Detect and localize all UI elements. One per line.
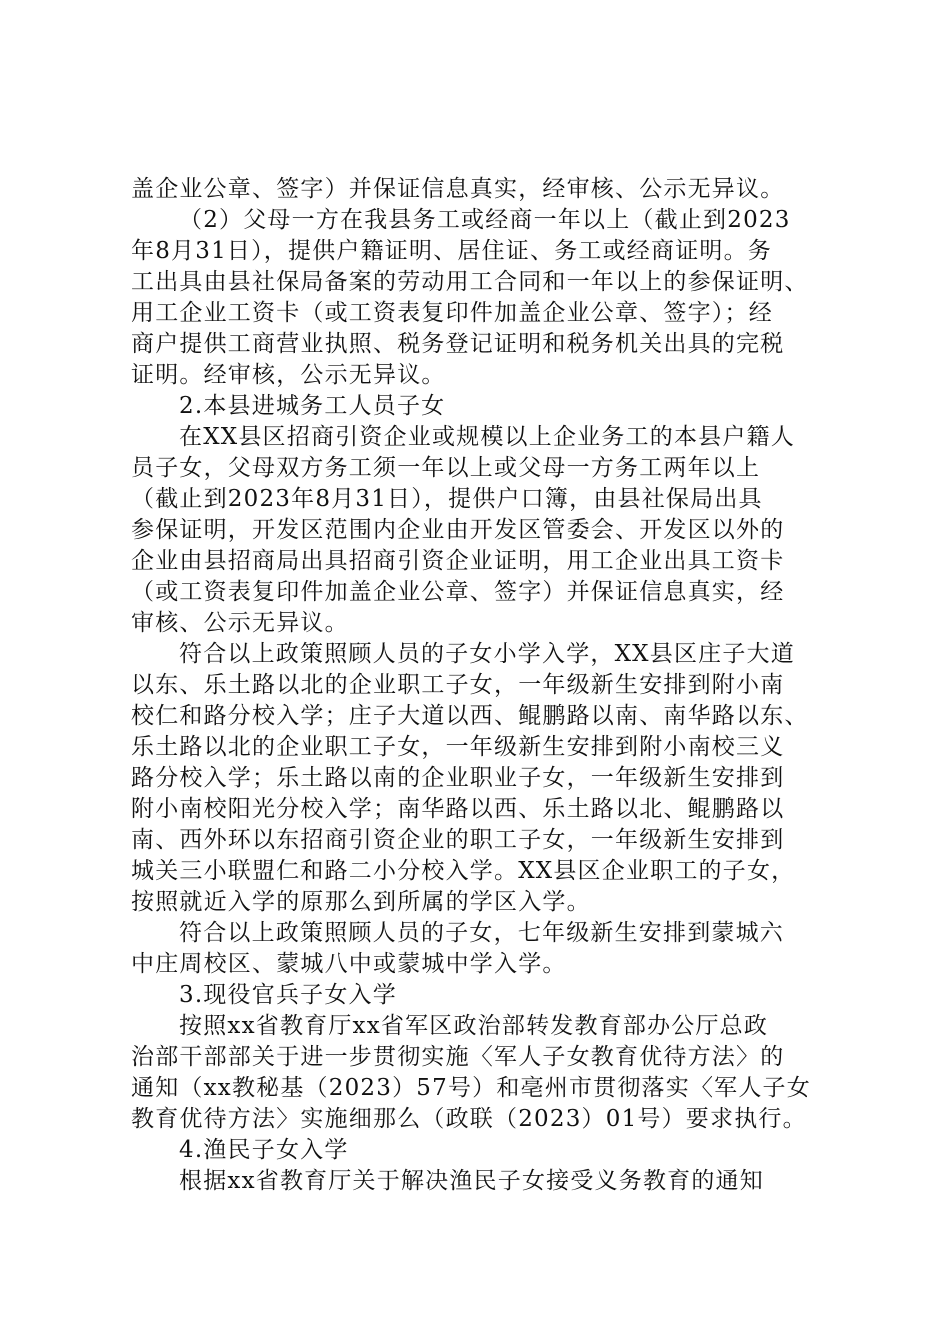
text-line: 年8月31日），提供户籍证明、居住证、务工或经商证明。务: [131, 238, 772, 264]
text-line: 企业由县招商局出具招商引资企业证明，用工企业出具工资卡: [131, 548, 785, 574]
text-line: 商户提供工商营业执照、税务登记证明和税务机关出具的完税: [131, 331, 785, 357]
text-line: 乐土路以北的企业职工子女，一年级新生安排到附小南校三义: [131, 734, 785, 760]
text-line: （2）父母一方在我县务工或经商一年以上（截止到2023: [179, 207, 791, 233]
text-line: （截止到2023年8月31日），提供户口簿，由县社保局出具: [131, 486, 763, 512]
text-line: 通知（xx教秘基（2023）57号）和亳州市贯彻落实〈军人子女: [131, 1075, 811, 1101]
text-line: 证明。经审核，公示无异议。: [131, 362, 446, 388]
text-line: 附小南校阳光分校入学；南华路以西、乐土路以北、鲲鹏路以: [131, 796, 785, 822]
text-line: 工出具由县社保局备案的劳动用工合同和一年以上的参保证明、: [131, 269, 809, 295]
text-line: 审核、公示无异议。: [131, 610, 349, 636]
text-line: 治部干部部关于进一步贯彻实施〈军人子女教育优待方法〉的: [131, 1044, 785, 1070]
text-line: 符合以上政策照顾人员的子女小学入学，XX县区庄子大道: [179, 641, 795, 667]
text-line: 员子女，父母双方务工须一年以上或父母一方务工两年以上: [131, 455, 761, 481]
text-line: 4.渔民子女入学: [179, 1137, 349, 1163]
text-line: 符合以上政策照顾人员的子女，七年级新生安排到蒙城六: [179, 920, 784, 946]
text-line: 根据xx省教育厅关于解决渔民子女接受义务教育的通知: [179, 1168, 764, 1194]
text-line: 中庄周校区、蒙城八中或蒙城中学入学。: [131, 951, 567, 977]
document-body: [131, 174, 823, 1197]
text-line: 盖企业公章、签字）并保证信息真实，经审核、公示无异议。: [131, 176, 785, 202]
text-line: （或工资表复印件加盖企业公章、签字）并保证信息真实，经: [131, 579, 785, 605]
text-line: 3.现役官兵子女入学: [179, 982, 397, 1008]
text-line: 按照xx省教育厅xx省军区政治部转发教育部办公厅总政: [179, 1013, 769, 1039]
text-line: 2.本县进城务工人员子女: [179, 393, 446, 419]
text-line: 参保证明，开发区范围内企业由开发区管委会、开发区以外的: [131, 517, 785, 543]
text-line: 以东、乐土路以北的企业职工子女，一年级新生安排到附小南: [131, 672, 785, 698]
text-line: 南、西外环以东招商引资企业的职工子女，一年级新生安排到: [131, 827, 785, 853]
text-line: 按照就近入学的原那么到所属的学区入学。: [131, 889, 591, 915]
text-line: 城关三小联盟仁和路二小分校入学。XX县区企业职工的子女，: [131, 858, 796, 884]
text-line: 路分校入学；乐土路以南的企业职业子女，一年级新生安排到: [131, 765, 785, 791]
text-line: 校仁和路分校入学；庄子大道以西、鲲鹏路以南、南华路以东、: [131, 703, 809, 729]
text-line: 教育优待方法〉实施细那么（政联（2023）01号）要求执行。: [131, 1106, 807, 1132]
text-line: 在XX县区招商引资企业或规模以上企业务工的本县户籍人: [179, 424, 795, 450]
text-line: 用工企业工资卡（或工资表复印件加盖企业公章、签字）；经: [131, 300, 773, 326]
